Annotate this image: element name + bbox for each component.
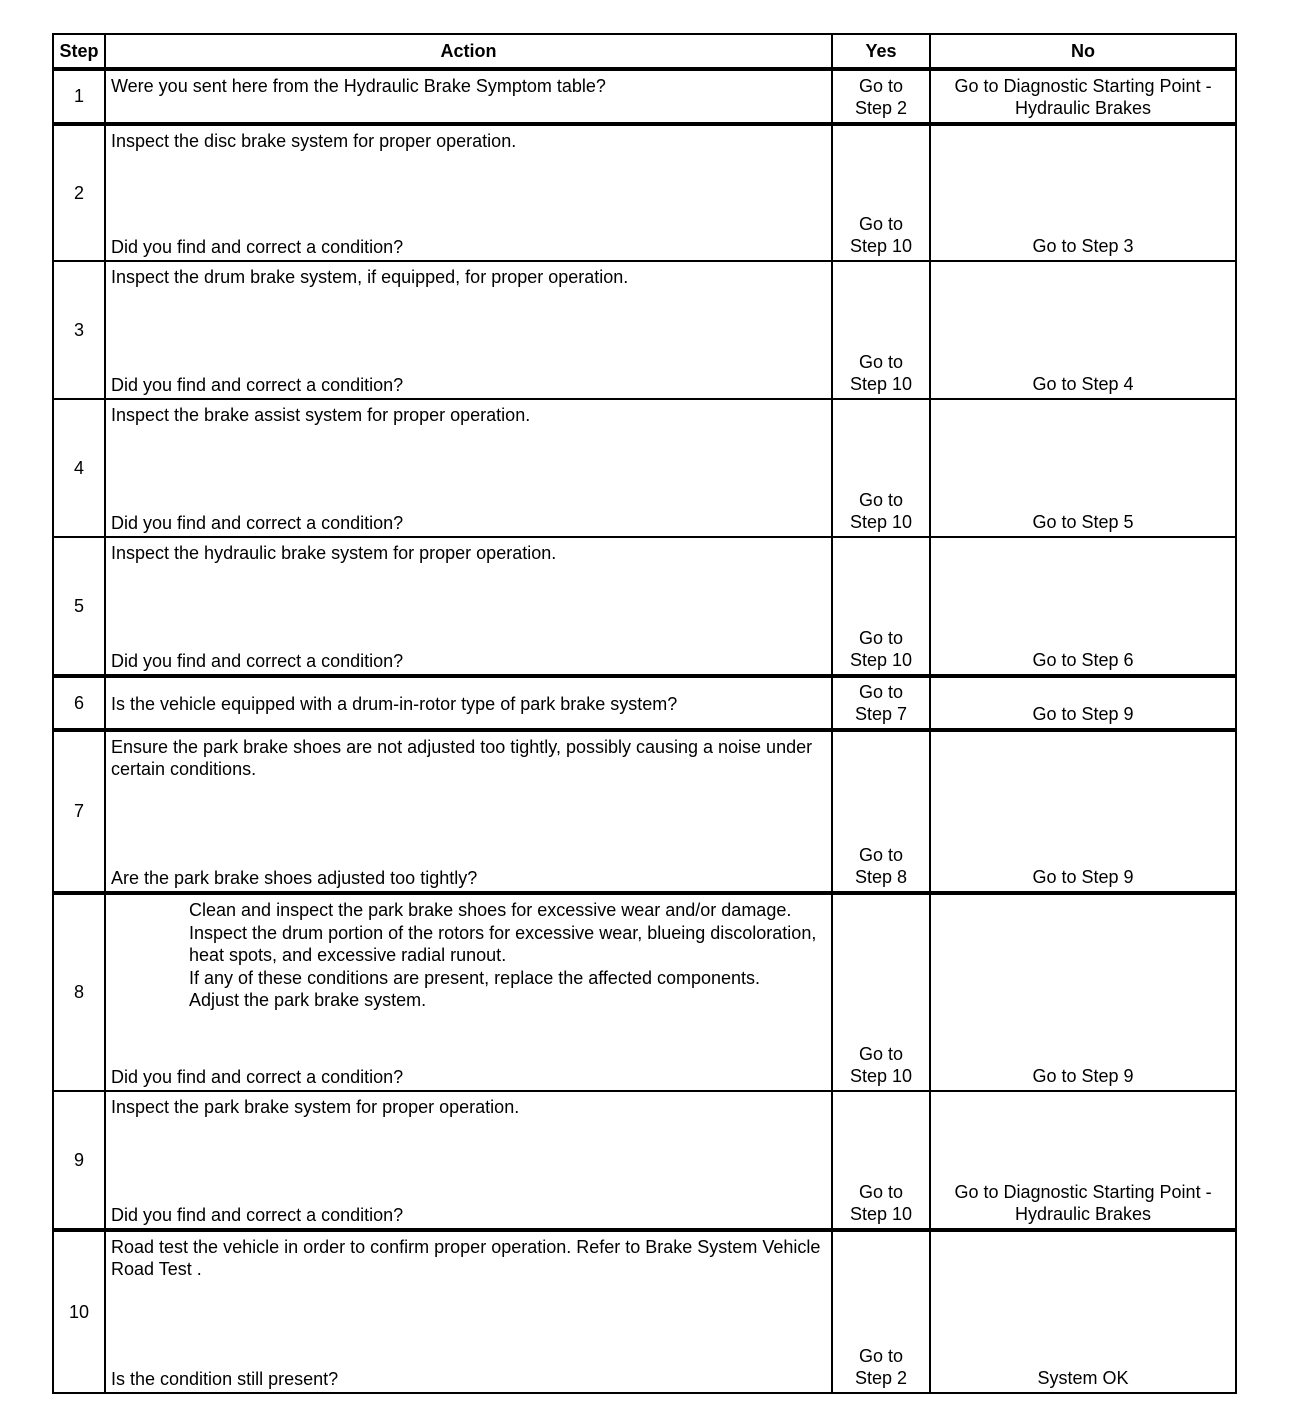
table-row [53, 124, 1236, 261]
step-number: 3 [53, 261, 105, 399]
yes-cell: Go to Step 8 [832, 730, 930, 893]
step-number: 7 [53, 730, 105, 893]
table-row [53, 730, 1236, 893]
action-question: Did you find and correct a condition? [111, 375, 404, 395]
action-text: Inspect the hydraulic brake system for proper operation. [111, 543, 557, 563]
action-text: Were you sent here from the Hydraulic Brake Symptom table? [111, 76, 606, 96]
action-question: Are the park brake shoes adjusted too tightly? [111, 868, 478, 888]
no-cell: Go to Diagnostic Starting Point - Hydraulic Brakes [930, 1091, 1236, 1230]
table-row [53, 1091, 1236, 1230]
table-row [53, 399, 1236, 537]
action-cell [105, 537, 832, 676]
header-no: No [930, 34, 1236, 69]
no-cell: Go to Step 5 [930, 399, 1236, 537]
no-cell: Go to Step 6 [930, 537, 1236, 676]
step-number: 4 [53, 399, 105, 537]
yes-cell: Go to Step 10 [832, 537, 930, 676]
no-cell: System OK [930, 1230, 1236, 1393]
action-cell [105, 730, 832, 893]
yes-cell: Go to Step 7 [832, 676, 930, 730]
yes-cell: Go to Step 2 [832, 69, 930, 124]
action-question: Did you find and correct a condition? [111, 1067, 404, 1087]
step-number: 9 [53, 1091, 105, 1230]
action-question: Is the condition still present? [111, 1369, 339, 1389]
action-question: Did you find and correct a condition? [111, 237, 404, 257]
action-question: Did you find and correct a condition? [111, 1205, 404, 1225]
no-cell: Go to Diagnostic Starting Point - Hydraulic Brakes [930, 69, 1236, 124]
action-list-item: Adjust the park brake system. [189, 990, 427, 1010]
table-row [53, 893, 1236, 1091]
yes-cell: Go to Step 10 [832, 399, 930, 537]
table-row [53, 537, 1236, 676]
header-yes: Yes [832, 34, 930, 69]
action-text: Road test the vehicle in order to confirm proper operation. Refer to Brake System Vehicle Road Test . [111, 1237, 821, 1279]
no-cell: Go to Step 9 [930, 676, 1236, 730]
yes-cell: Go to Step 10 [832, 1091, 930, 1230]
action-cell [105, 261, 832, 399]
header-step: Step [53, 34, 105, 69]
table-row [53, 69, 1236, 124]
no-cell: Go to Step 9 [930, 730, 1236, 893]
no-cell: Go to Step 3 [930, 124, 1236, 261]
step-number: 8 [53, 893, 105, 1091]
table-row [53, 1230, 1236, 1393]
table-row [53, 676, 1236, 730]
action-cell [105, 1230, 832, 1393]
header-row [53, 34, 1236, 69]
header-action: Action [105, 34, 832, 69]
step-number: 1 [53, 69, 105, 124]
no-cell: Go to Step 9 [930, 893, 1236, 1091]
step-number: 2 [53, 124, 105, 261]
yes-cell: Go to Step 10 [832, 261, 930, 399]
action-list [111, 899, 825, 1012]
step-number: 6 [53, 676, 105, 730]
yes-cell: Go to Step 2 [832, 1230, 930, 1393]
action-cell [105, 399, 832, 537]
action-question: Did you find and correct a condition? [111, 651, 404, 671]
action-list-item: If any of these conditions are present, replace the affected components. [189, 967, 761, 988]
action-text: Ensure the park brake shoes are not adjusted too tightly, possibly causing a noise under certain conditions. [111, 737, 813, 779]
action-list-item: Inspect the drum portion of the rotors for excessive wear, blueing discoloration, heat spots, and excessive radial runout. [189, 922, 817, 965]
diagnostic-table [52, 33, 1237, 1394]
action-cell [105, 124, 832, 261]
action-text: Inspect the park brake system for proper operation. [111, 1097, 520, 1117]
action-text: Inspect the disc brake system for proper operation. [111, 131, 517, 151]
action-cell [105, 1091, 832, 1230]
step-number: 10 [53, 1230, 105, 1393]
action-cell [105, 893, 832, 1091]
step-number: 5 [53, 537, 105, 676]
action-cell [105, 676, 832, 730]
action-question: Did you find and correct a condition? [111, 513, 404, 533]
no-cell: Go to Step 4 [930, 261, 1236, 399]
action-text: Inspect the drum brake system, if equipped, for proper operation. [111, 267, 629, 287]
table-row [53, 261, 1236, 399]
action-text: Is the vehicle equipped with a drum-in-rotor type of park brake system? [111, 694, 678, 714]
action-list-item: Clean and inspect the park brake shoes for excessive wear and/or damage. [189, 900, 792, 920]
yes-cell: Go to Step 10 [832, 893, 930, 1091]
action-cell [105, 69, 832, 124]
yes-cell: Go to Step 10 [832, 124, 930, 261]
action-text: Inspect the brake assist system for proper operation. [111, 405, 531, 425]
